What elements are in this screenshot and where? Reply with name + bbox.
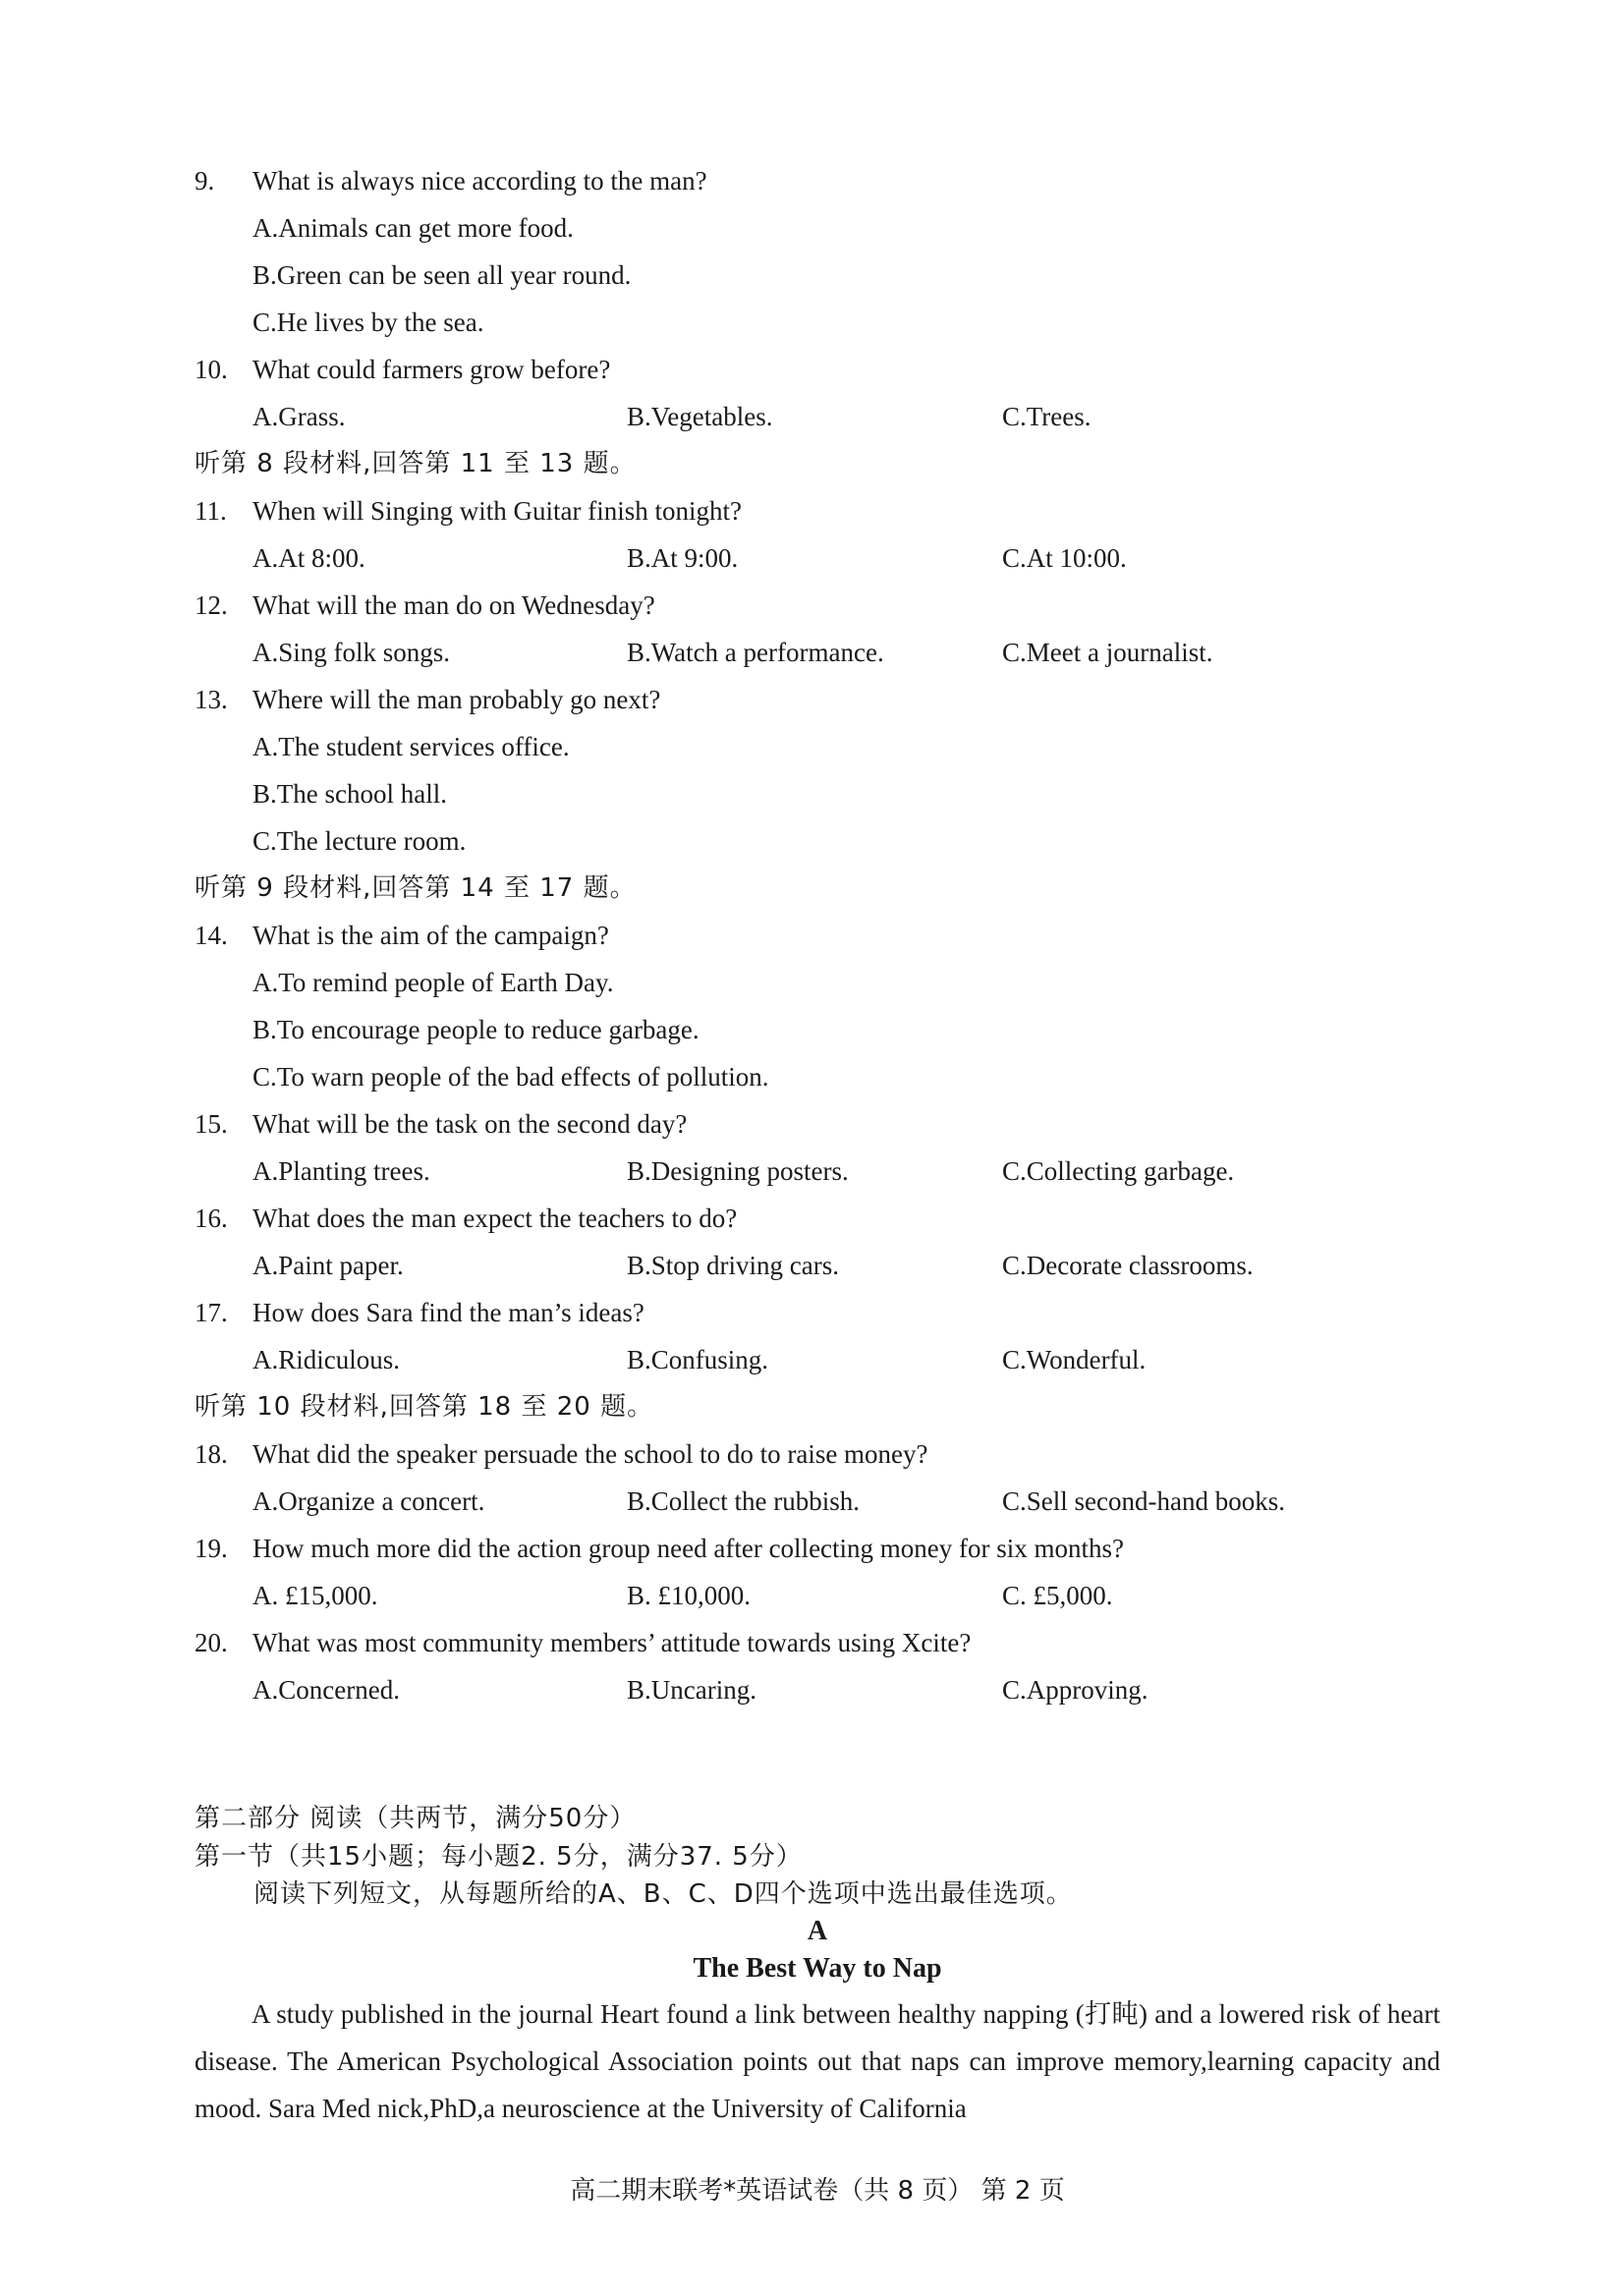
question-text: What will the man do on Wednesday? [252, 590, 655, 620]
option-b: B.At 9:00. [627, 543, 739, 573]
question-text: What is the aim of the campaign? [252, 921, 609, 950]
option-c: C.Wonderful. [1002, 1345, 1147, 1374]
option-c: C.Collecting garbage. [1002, 1156, 1235, 1186]
option-c: C. £5,000. [1002, 1581, 1113, 1610]
option-c: C.Trees. [1002, 402, 1091, 431]
option-c: C.Approving. [1002, 1675, 1148, 1705]
section-heading: 第一节（共15小题；每小题2. 5分，满分37. 5分） [195, 1842, 803, 1872]
option-a: A.Organize a concert. [252, 1486, 485, 1516]
option-b: B.Stop driving cars. [627, 1251, 839, 1280]
question-number: 19. [195, 1534, 228, 1563]
question-number: 13. [195, 685, 228, 714]
question-number: 17. [195, 1298, 228, 1327]
option-a: A.Paint paper. [252, 1251, 404, 1280]
question-text: Where will the man probably go next? [252, 685, 661, 714]
question-text: How much more did the action group need after collecting money for six months? [252, 1534, 1125, 1563]
option-a: A.At 8:00. [252, 543, 365, 573]
question-number: 14. [195, 921, 228, 950]
option-b: B.To encourage people to reduce garbage. [252, 1015, 700, 1044]
question-number: 18. [195, 1439, 228, 1469]
option-b: B.Vegetables. [627, 402, 773, 431]
question-number: 9. [195, 166, 215, 196]
option-a: A.Concerned. [252, 1675, 400, 1705]
question-number: 16. [195, 1204, 228, 1233]
option-b: B.Confusing. [627, 1345, 769, 1374]
reading-instruction: 阅读下列短文，从每题所给的A、B、C、D四个选项中选出最佳选项。 [253, 1879, 1073, 1909]
question-number: 12. [195, 590, 228, 620]
question-text: What could farmers grow before? [252, 355, 611, 384]
question-text: What will be the task on the second day? [252, 1109, 688, 1139]
question-number: 15. [195, 1109, 228, 1139]
option-b: B.The school hall. [252, 779, 447, 809]
question-number: 20. [195, 1628, 228, 1657]
option-a: A.Grass. [252, 402, 346, 431]
question-text: When will Singing with Guitar finish tonight? [252, 496, 742, 526]
option-a: A.Ridiculous. [252, 1345, 401, 1374]
option-c: C.At 10:00. [1002, 543, 1127, 573]
option-b: B. £10,000. [627, 1581, 752, 1610]
option-b: B.Collect the rubbish. [627, 1486, 860, 1516]
option-a: A.The student services office. [252, 732, 570, 761]
option-c: C.To warn people of the bad effects of pollution. [252, 1062, 769, 1092]
option-b: B.Uncaring. [627, 1675, 756, 1705]
option-b: B.Designing posters. [627, 1156, 849, 1186]
option-a: A.Planting trees. [252, 1156, 430, 1186]
page-footer: 高二期末联考*英语试卷（共 8 页） 第 2 页 [570, 2176, 1065, 2206]
question-number: 10. [195, 355, 228, 384]
question-number: 11. [195, 496, 227, 526]
question-text: What did the speaker persuade the school to do to raise money? [252, 1439, 928, 1469]
passage-paragraph: A study published in the journal Heart found a link between healthy napping (打盹) and a lowered risk of heart disease. The American Psychological Association points out that naps can improve memory,learning capacity and mood. Sara Med nick,PhD,a neuroscience at the University of California [195, 1999, 1440, 2123]
question-text: What is always nice according to the man? [252, 166, 707, 196]
part-heading: 第二部分 阅读（共两节，满分50分） [195, 1804, 637, 1833]
passage-title: The Best Way to Nap [693, 1953, 942, 1984]
option-a: A. £15,000. [252, 1581, 378, 1610]
option-b: B.Green can be seen all year round. [252, 260, 632, 290]
option-c: C.Meet a journalist. [1002, 638, 1213, 667]
option-c: C.Sell second-hand books. [1002, 1486, 1285, 1516]
option-c: C.The lecture room. [252, 826, 467, 856]
question-text: How does Sara find the man’s ideas? [252, 1298, 644, 1327]
section-header: 听第 9 段材料,回答第 14 至 17 题。 [195, 873, 637, 903]
option-c: C.Decorate classrooms. [1002, 1251, 1254, 1280]
option-b: B.Watch a performance. [627, 638, 884, 667]
option-a: A.Sing folk songs. [252, 638, 451, 667]
question-text: What was most community members’ attitude towards using Xcite? [252, 1628, 972, 1657]
question-text: What does the man expect the teachers to do? [252, 1204, 738, 1233]
option-a: A.To remind people of Earth Day. [252, 968, 614, 997]
option-a: A.Animals can get more food. [252, 213, 574, 243]
option-c: C.He lives by the sea. [252, 308, 484, 337]
section-header: 听第 8 段材料,回答第 11 至 13 题。 [195, 449, 637, 478]
passage-letter: A [807, 1916, 828, 1946]
section-header: 听第 10 段材料,回答第 18 至 20 题。 [195, 1392, 654, 1422]
